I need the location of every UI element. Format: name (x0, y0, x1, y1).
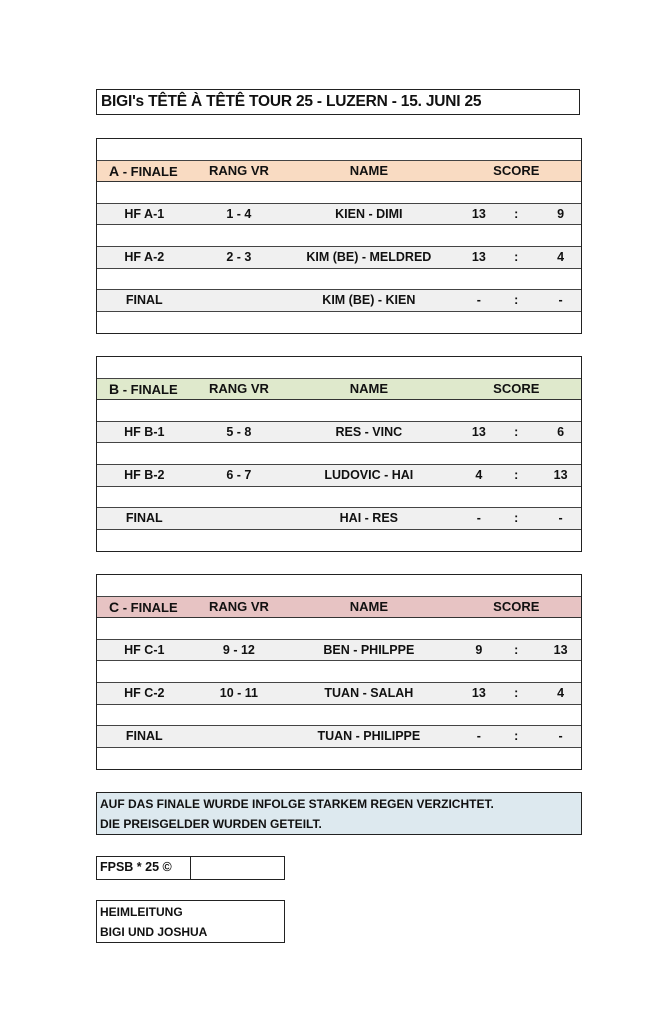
group-title: A - FINALE (109, 162, 178, 179)
name-header: NAME (349, 163, 389, 179)
empty-row (97, 182, 581, 204)
empty-row (97, 661, 581, 683)
table-row: HF B-1 5 - 8 RES - VINC 13 : 6 (97, 422, 581, 444)
empty-row (97, 705, 581, 727)
name-header: NAME (349, 599, 389, 615)
c-finale-header (97, 597, 581, 619)
page-title: BIGI's TÊTÊ À TÊTÊ TOUR 25 - LUZERN - 15. JUNI 25 (96, 89, 580, 115)
empty-row (97, 748, 581, 770)
note-line-1: AUF DAS FINALE WURDE INFOLGE STARKEM REGEN VERZICHTET. (100, 797, 494, 811)
score-header: SCORE (493, 381, 540, 397)
rang-header: RANG VR (208, 599, 269, 615)
table-row: HF B-2 6 - 7 LUDOVIC - HAI 4 : 13 (97, 465, 581, 487)
empty-row (97, 139, 581, 161)
empty-row (97, 443, 581, 465)
empty-row (97, 530, 581, 552)
score-header: SCORE (493, 599, 540, 615)
note-line-2: DIE PREISGELDER WURDEN GETEILT. (100, 817, 322, 831)
empty-row (97, 225, 581, 247)
empty-row (97, 400, 581, 422)
empty-row (97, 269, 581, 291)
empty-row (97, 487, 581, 509)
score-header: SCORE (493, 163, 540, 179)
leitung-line-2: BIGI UND JOSHUA (100, 925, 208, 939)
table-row: HF A-2 2 - 3 KIM (BE) - MELDRED 13 : 4 (97, 247, 581, 269)
a-finale-table (96, 138, 582, 334)
empty-row (97, 357, 581, 379)
table-row: HF C-2 10 - 11 TUAN - SALAH 13 : 4 (97, 683, 581, 705)
leitung-line-1: HEIMLEITUNG (100, 905, 183, 919)
leitung-box (96, 900, 285, 943)
b-finale-table (96, 356, 582, 552)
group-title: B - FINALE (109, 380, 178, 397)
empty-row (97, 618, 581, 640)
table-row: FINAL HAI - RES - : - (97, 508, 581, 530)
group-title: C - FINALE (109, 598, 178, 615)
table-row: HF A-1 1 - 4 KIEN - DIMI 13 : 9 (97, 204, 581, 226)
rang-header: RANG VR (208, 381, 269, 397)
a-finale-header (97, 161, 581, 183)
table-row: HF C-1 9 - 12 BEN - PHILPPE 9 : 13 (97, 640, 581, 662)
table-row: FINAL TUAN - PHILIPPE - : - (97, 726, 581, 748)
empty-row (97, 575, 581, 597)
empty-row (97, 312, 581, 334)
rang-header: RANG VR (208, 163, 269, 179)
name-header: NAME (349, 381, 389, 397)
copyright-box (96, 856, 285, 880)
c-finale-table (96, 574, 582, 770)
table-row: FINAL KIM (BE) - KIEN - : - (97, 290, 581, 312)
rain-note (96, 792, 582, 835)
copyright-text: FPSB * 25 © (97, 857, 191, 879)
b-finale-header (97, 379, 581, 401)
